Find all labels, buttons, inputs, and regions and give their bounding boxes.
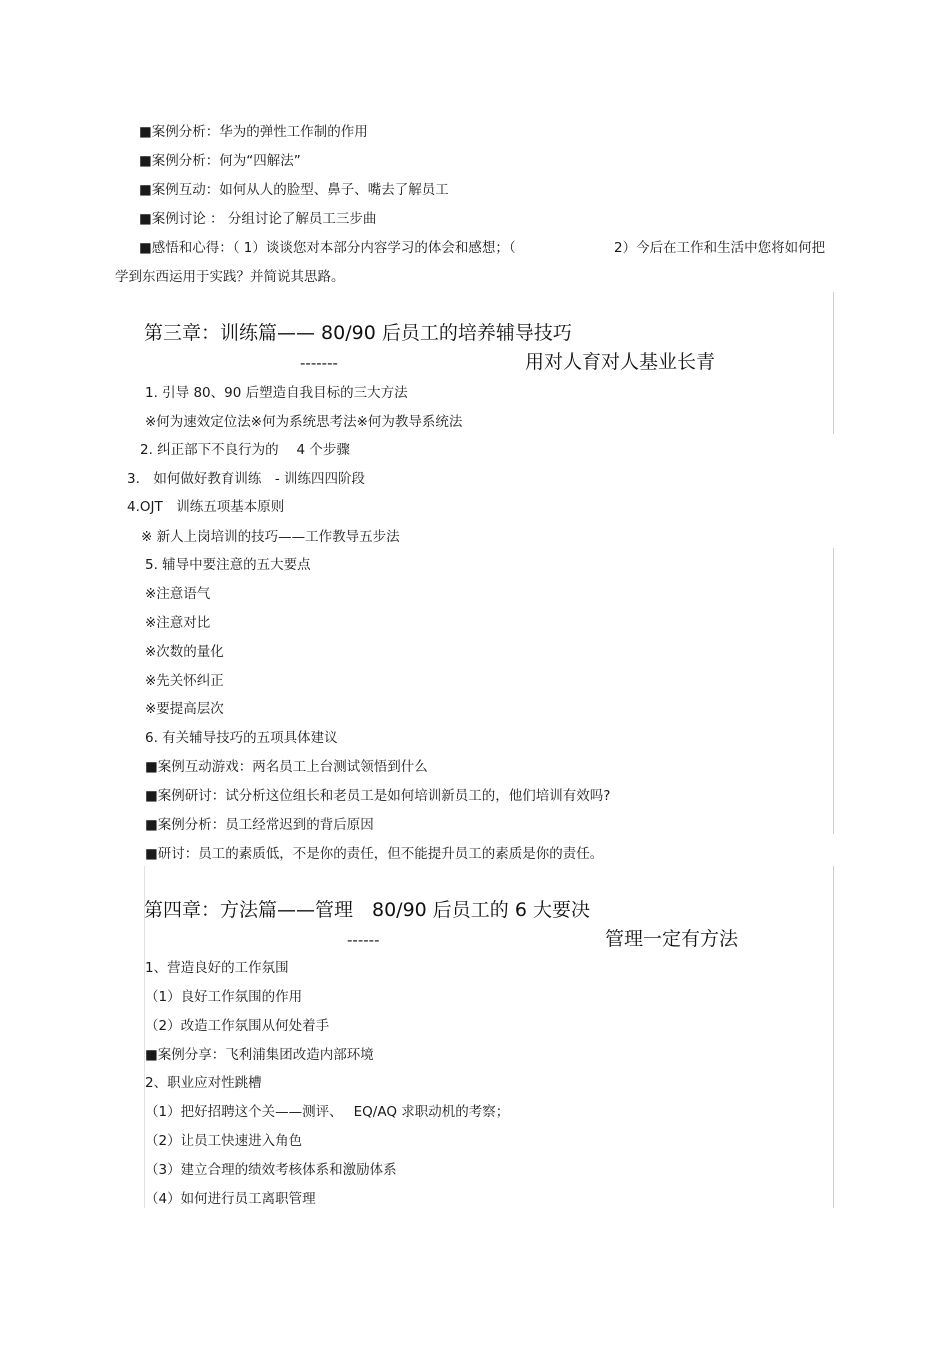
column-rule [833, 548, 834, 834]
chapter3-item-4: 4.OJT 训练五项基本原则 [127, 499, 285, 515]
chapter3-item-6: 6. 有关辅导技巧的五项具体建议 [145, 730, 338, 746]
column-rule [833, 866, 834, 1208]
case-item-four-methods: ■案例分析：何为“四解法” [139, 153, 301, 169]
chapter3-item-methods: ※何为速效定位法※何为系统思考法※何为教导系统法 [145, 414, 463, 430]
chapter4-dashes: ------ [347, 931, 380, 949]
chapter4-title: 第四章：方法篇——管理 80/90 后员工的 6 大要决 [144, 899, 590, 921]
chapter3-case-game: ■案例互动游戏：两名员工上台测试领悟到什么 [145, 759, 428, 775]
chapter3-item-1: 1. 引导 80、90 后塑造自我目标的三大方法 [145, 385, 408, 401]
chapter3-point-level: ※要提高层次 [145, 701, 224, 717]
chapter4-sub-2-3: （3）建立合理的绩效考核体系和激励体系 [145, 1162, 397, 1178]
reflection-line-1a: ■感悟和心得：（ 1）谈谈您对本部分内容学习的体会和感想；（ [139, 240, 516, 256]
chapter4-subtitle: 管理一定有方法 [605, 928, 739, 950]
chapter3-subtitle: 用对人育对人基业长青 [525, 351, 716, 373]
chapter3-discussion: ■研讨：员工的素质低，不是你的责任，但不能提升员工的素质是你的责任。 [145, 846, 604, 862]
case-item-face-reading: ■案例互动：如何从人的脸型、鼻子、嘴去了解员工 [139, 182, 449, 198]
chapter4-sub-2-2: （2）让员工快速进入角色 [145, 1133, 303, 1149]
chapter4-sub-2-4: （4）如何进行员工离职管理 [145, 1191, 316, 1207]
reflection-line-2: 学到东西运用于实践？并简说其思路。 [115, 269, 345, 285]
chapter3-point-tone: ※注意语气 [145, 586, 211, 602]
chapter3-item-onboarding: ※ 新人上岗培训的技巧——工作教导五步法 [141, 529, 400, 545]
chapter4-case-philips: ■案例分享：飞利浦集团改造内部环境 [145, 1047, 374, 1063]
reflection-line-1b: 2）今后在工作和生活中您将如何把 [614, 240, 826, 256]
chapter3-point-quantify: ※次数的量化 [145, 644, 224, 660]
column-rule [833, 292, 834, 434]
chapter3-item-2: 2. 纠正部下不良行为的 4 个步骤 [140, 442, 350, 458]
chapter3-point-care: ※先关怀纠正 [145, 673, 224, 689]
chapter3-case-study: ■案例研讨：试分析这位组长和老员工是如何培训新员工的，他们培训有效吗? [145, 788, 611, 804]
chapter3-point-contrast: ※注意对比 [145, 615, 211, 631]
chapter4-sub-1-2: （2）改造工作氛围从何处着手 [145, 1018, 330, 1034]
case-item-huawei: ■案例分析：华为的弹性工作制的作用 [139, 124, 368, 140]
chapter3-dashes: ------- [300, 354, 338, 372]
chapter3-item-5: 5. 辅导中要注意的五大要点 [145, 557, 311, 573]
chapter3-case-late: ■案例分析：员工经常迟到的背后原因 [145, 817, 374, 833]
chapter3-title: 第三章：训练篇—— 80/90 后员工的培养辅导技巧 [144, 322, 572, 344]
chapter4-sub-2-1: （1）把好招聘这个关——测评、 EQ/AQ 求职动机的考察； [145, 1104, 510, 1120]
chapter4-item-1: 1、营造良好的工作氛围 [145, 960, 289, 976]
chapter3-item-3: 3. 如何做好教育训练 - 训练四四阶段 [127, 471, 366, 487]
case-item-group-discussion: ■案例讨论 ： 分组讨论了解员工三步曲 [139, 211, 377, 227]
chapter4-item-2: 2、职业应对性跳槽 [145, 1075, 262, 1091]
chapter4-sub-1-1: （1）良好工作氛围的作用 [145, 989, 303, 1005]
